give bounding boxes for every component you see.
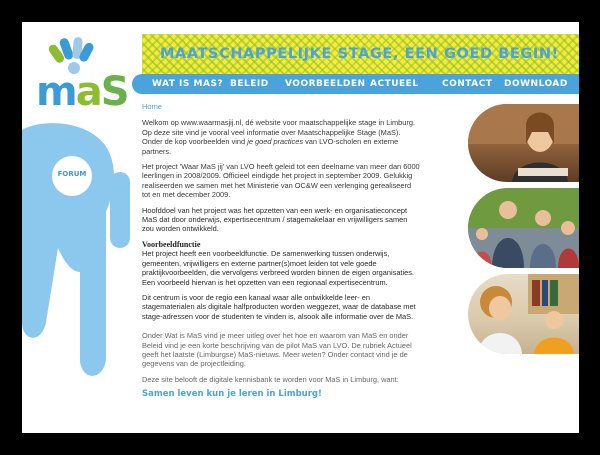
info-paragraph: Onder Wat is MaS vind je meer uitleg over het hoe en waarom van MaS en onder Beleid vind je een korte beschrijving van de pilot MaS van LVO. De rubriek Actueel geeft het laatste (Limburgse) MaS-nieuws. Meer weten? Onder contact vind je de gegevens van de projectleiding. — [142, 331, 412, 369]
goal-paragraph: Hoofddoel van het project was het opzetten van een werk- en organisatieconcept MaS dat door onderwijs, expertisecentrum / stagemakelaar en vrijwilligers samen zou worden ontwikkeld. — [142, 205, 408, 234]
intro-paragraph: Welkom op www.waarmasjij.nl, dé website voor maatschappelijke stage in Limburg. Op deze site vind je vooral veel informatie over Maatschappelijke Stage (MaS). Onder de kop voorbeelden vind je goed practices van LVO-scholen en externe partners. — [142, 118, 416, 156]
section-heading: Voorbeeldfunctie — [142, 239, 201, 249]
hand-icon — [44, 34, 100, 74]
example-paragraph: Het project heeft een voorbeeldfunctie. De samenwerking tussen onderwijs, gemeenten, vrijwilligers en externe partner(s)moet leiden tot vele goede praktijkvoorbeelden, die vervolgens verbreed worden binnen de eigen organisaties. Een voorbeeld hiervan is het opzetten van een regionaal expertisecentrum. — [142, 249, 414, 287]
photo-student-girl — [468, 104, 579, 182]
nav-voorbeelden[interactable]: VOORBEELDEN — [285, 79, 366, 89]
nav-actueel[interactable]: ACTUEEL — [370, 79, 419, 89]
tagline: Samen leven kun je leren in Limburg! — [142, 389, 322, 400]
forum-label: FORUM — [57, 170, 87, 178]
nav-download[interactable]: DOWNLOAD — [504, 79, 568, 89]
nav-wat-is-mas[interactable]: WAT IS MAS? — [152, 79, 224, 89]
forum-button[interactable] — [52, 156, 92, 196]
banner-title: MAATSCHAPPELIJKE STAGE, EEN GOED BEGIN! — [160, 46, 559, 62]
nav-contact[interactable]: CONTACT — [442, 79, 493, 89]
logo-wordmark: maS — [36, 69, 128, 115]
project-paragraph: Het project 'Waar MaS jij' van LVO heeft geleid tot een deelname van meer dan 6000 leerlingen in 2008/2009. Officieel eindigde het project in september 2009. Gelukkig realiseerden we samen met het Ministerie van OC&W een verlenging gerealiseerd tot en met december 2009. — [142, 162, 420, 200]
closing-paragraph: Deze site belooft de digitale kennisbank te worden voor MaS in Limburg, want: — [142, 374, 399, 384]
photo-group-outdoors — [468, 188, 579, 268]
breadcrumb-home[interactable]: Home — [142, 102, 163, 111]
centre-paragraph: Dit centrum is voor de regio een kanaal waar alle ontwikkelde leer- en stagematerialen als digitale halfproducten worden weggezet, waar de database met stage-adressen voor de studenten te vinden is, alsook alle informatie over de MaS. — [142, 292, 416, 321]
sidebar-figure — [22, 122, 132, 382]
main-content — [142, 102, 420, 400]
main-nav — [132, 74, 579, 94]
page — [22, 22, 579, 433]
mas-logo[interactable] — [36, 34, 128, 124]
photo-classroom — [468, 274, 579, 354]
nav-beleid[interactable]: BELEID — [230, 79, 269, 89]
header-banner — [142, 34, 579, 78]
